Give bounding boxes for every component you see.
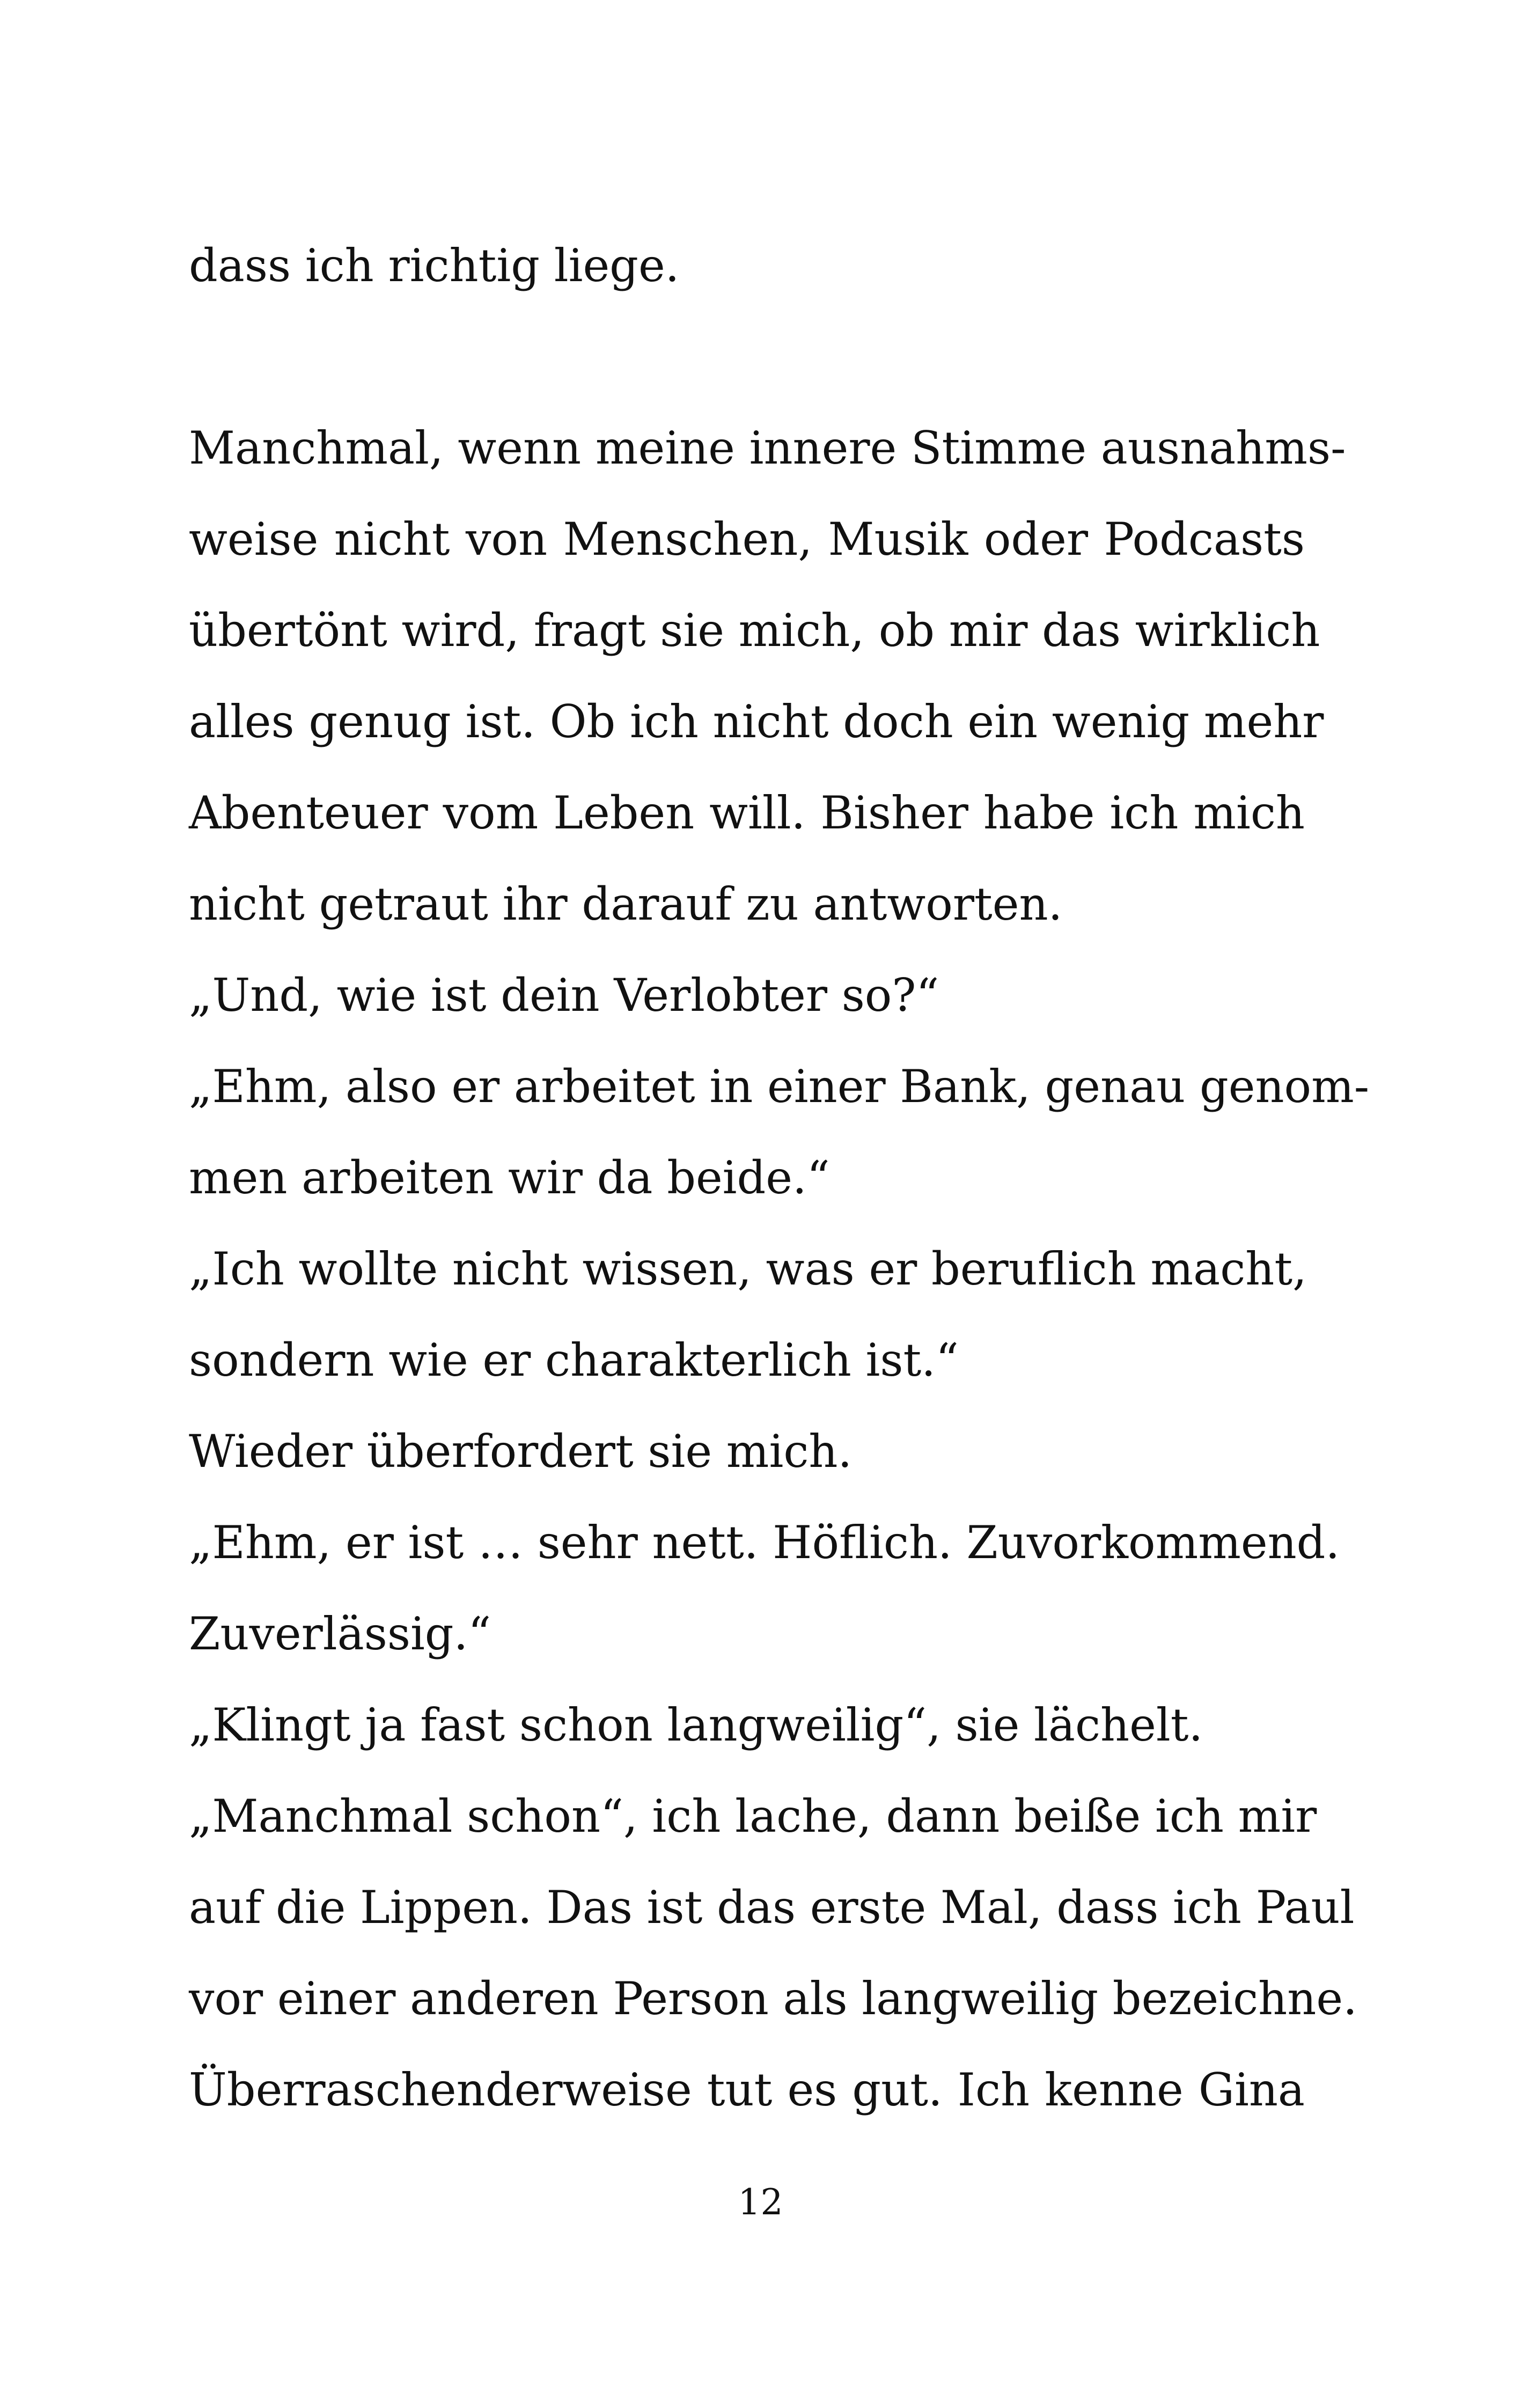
- text-line: Überraschenderweise tut es gut. Ich kenne Gina: [189, 2064, 1305, 2116]
- text-line: Abenteuer vom Leben will. Bisher habe ich mich: [189, 787, 1305, 839]
- text-line: „Manchmal schon“, ich lache, dann beiße ich mir: [189, 1790, 1317, 1842]
- text-line: „Und, wie ist dein Verlobter so?“: [189, 969, 939, 1022]
- paragraph-break: [189, 311, 1305, 402]
- body-text: [189, 220, 1370, 2135]
- text-line: „Ich wollte nicht wissen, was er beruflich macht,: [189, 1243, 1307, 1295]
- text-line: men arbeiten wir da beide.“: [189, 1151, 830, 1204]
- text-line: nicht getraut ihr darauf zu antworten.: [189, 878, 1063, 930]
- text-line: dass ich richtig liege.: [189, 239, 680, 292]
- text-line: Manchmal, wenn meine innere Stimme ausnahms-: [189, 422, 1346, 474]
- text-line: sondern wie er charakterlich ist.“: [189, 1334, 959, 1386]
- page-number: 12: [738, 2182, 783, 2223]
- text-line: „Ehm, also er arbeitet in einer Bank, genau genom-: [189, 1060, 1370, 1113]
- text-line: „Klingt ja fast schon langweilig“, sie lächelt.: [189, 1699, 1203, 1751]
- text-line: alles genug ist. Ob ich nicht doch ein wenig mehr: [189, 695, 1324, 748]
- text-line: weise nicht von Menschen, Musik oder Podcasts: [189, 513, 1305, 566]
- text-line: übertönt wird, fragt sie mich, ob mir das wirklich: [189, 604, 1320, 657]
- text-line: auf die Lippen. Das ist das erste Mal, dass ich Paul: [189, 1881, 1355, 1934]
- text-line: vor einer anderen Person als langweilig bezeichne.: [189, 1972, 1357, 2025]
- text-line: Zuverlässig.“: [189, 1607, 491, 1660]
- text-line: Wieder überfordert sie mich.: [189, 1425, 853, 1478]
- text-line: „Ehm, er ist … sehr nett. Höflich. Zuvorkommend.: [189, 1516, 1340, 1569]
